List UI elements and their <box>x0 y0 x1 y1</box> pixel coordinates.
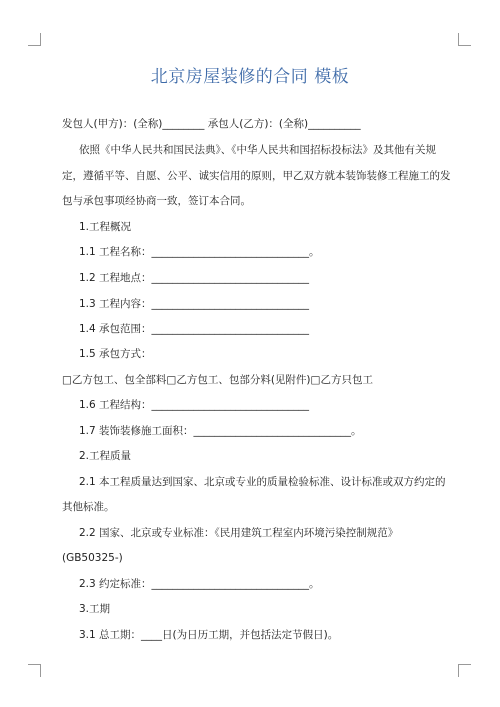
body-line: 其他标准。 <box>62 501 115 513</box>
body-line: 3.1 总工期：____日(为日历工期，并包括法定节假日)。 <box>79 629 339 641</box>
body-line: 1.5 承包方式： <box>79 348 152 360</box>
crop-mark-top-left <box>28 33 41 46</box>
crop-mark-top-right <box>458 33 471 46</box>
body-line: 依照《中华人民共和国民法典》、《中华人民共和国招标投标法》及其他有关规 <box>79 144 436 156</box>
body-line: □乙方包工、包全部料□乙方包工、包部分料(见附件)□乙方只包工 <box>62 374 373 386</box>
crop-mark-bottom-left <box>28 664 41 677</box>
body-line: 2.1 本工程质量达到国家、北京或专业的质量检验标准、设计标准或双方约定的 <box>79 476 446 488</box>
document-title: 北京房屋装修的合同 模板 <box>150 67 350 87</box>
body-line: 1.3 工程内容：______________________________ <box>79 298 310 310</box>
body-line: 2.2 国家、北京或专业标准：《民用建筑工程室内环境污染控制规范》 <box>79 527 399 539</box>
body-line: (GB50325-) <box>62 552 123 564</box>
body-line: 1.1 工程名称：______________________________。 <box>79 246 320 258</box>
body-line: 1.6 工程结构：______________________________ <box>79 399 310 411</box>
body-line: 1.4 承包范围：______________________________ <box>79 323 310 335</box>
body-line: 2.3 约定标准：______________________________。 <box>79 578 320 590</box>
body-line: 定，遵循平等、自愿、公平、诚实信用的原则，甲乙双方就本装饰装修工程施工的发 <box>62 170 451 182</box>
body-line: 包与承包事项经协商一致，签订本合同。 <box>62 195 251 207</box>
body-line: 1.7 装饰装修施工面积：______________________________。 <box>79 425 362 437</box>
body-line: 发包人(甲方)：(全称)________ 承包人(乙方)：(全称)__________ <box>62 118 361 130</box>
crop-mark-bottom-right <box>458 664 471 677</box>
body-line: 2.工程质量 <box>79 450 132 462</box>
body-line: 1.2 工程地点：______________________________ <box>79 272 310 284</box>
body-line: 3.工期 <box>79 603 111 615</box>
body-line: 1.工程概况 <box>79 221 132 233</box>
